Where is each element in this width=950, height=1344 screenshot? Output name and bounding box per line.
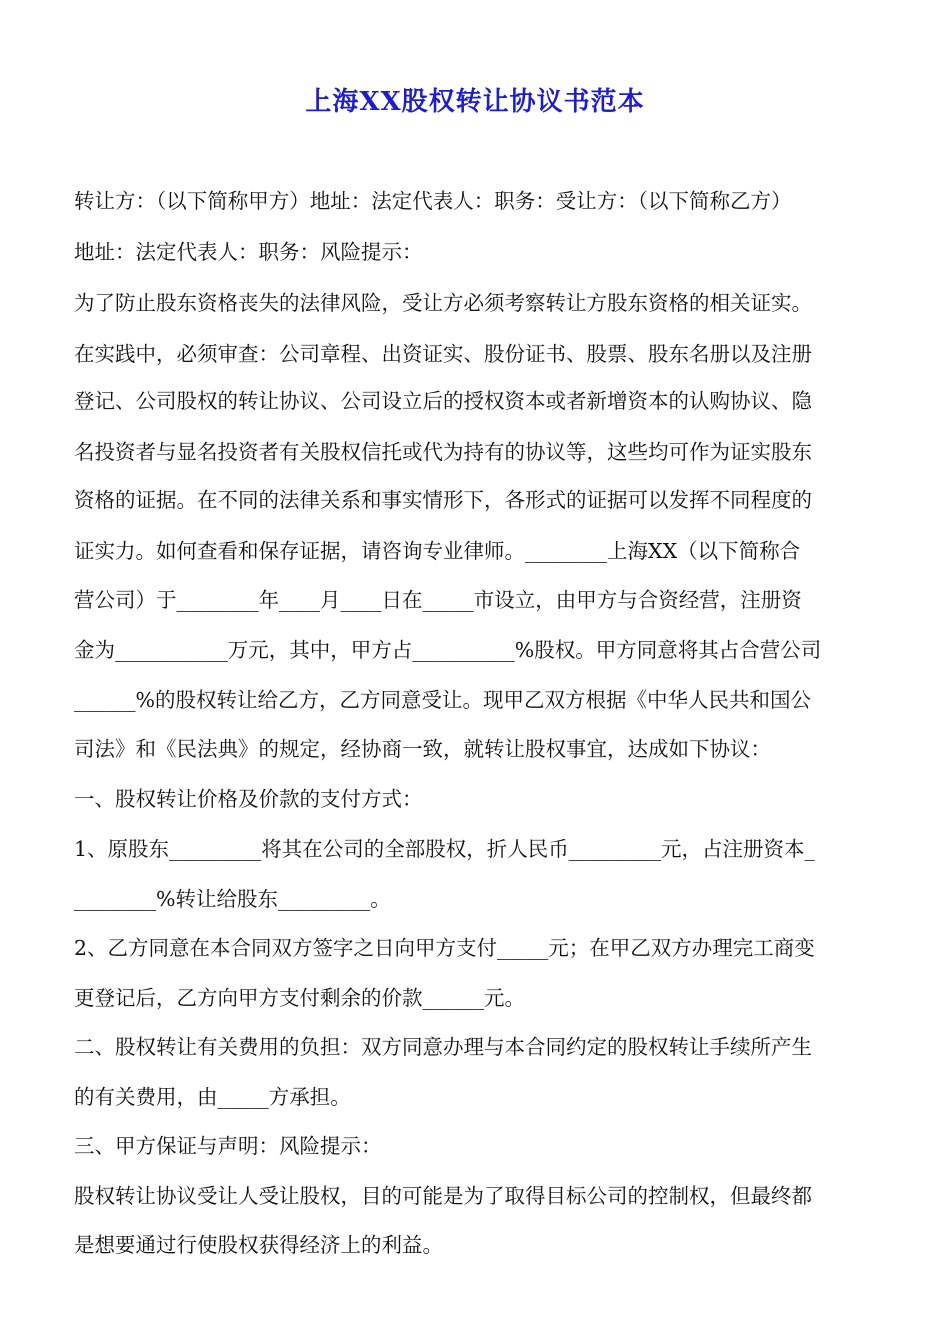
body-line: 2、乙方同意在本合同双方签字之日向甲方支付_____元；在甲乙双方办理完工商变 bbox=[74, 936, 815, 960]
body-line: 转让方：（以下简称甲方）地址：法定代表人：职务：受让方：（以下简称乙方） bbox=[74, 189, 792, 213]
body-line: 名投资者与显名投资者有关股权信托或代为持有的协议等，这些均可作为证实股东 bbox=[74, 440, 812, 464]
body-line: ________%转让给股东_________。 bbox=[74, 887, 391, 911]
body-line: 更登记后，乙方向甲方支付剩余的价款______元。 bbox=[74, 986, 525, 1010]
body-line: 股权转让协议受让人受让股权，目的可能是为了取得目标公司的控制权，但最终都 bbox=[74, 1184, 812, 1208]
body-line: 是想要通过行使股权获得经济上的利益。 bbox=[74, 1233, 443, 1257]
body-line: ______%的股权转让给乙方，乙方同意受让。现甲乙双方根据《中华人民共和国公 bbox=[74, 688, 811, 712]
section-heading: 二、股权转让有关费用的负担：双方同意办理与本合同约定的股权转让手续所产生 bbox=[74, 1035, 812, 1059]
body-line: 司法》和《民法典》的规定，经协商一致，就转让股权事宜，达成如下协议： bbox=[74, 737, 771, 761]
body-line: 的有关费用，由_____方承担。 bbox=[74, 1085, 351, 1109]
body-line: 资格的证据。在不同的法律关系和事实情形下，各形式的证据可以发挥不同程度的 bbox=[74, 488, 812, 512]
section-heading: 一、股权转让价格及价款的支付方式： bbox=[74, 787, 423, 811]
body-line: 登记、公司股权的转让协议、公司设立后的授权资本或者新增资本的认购协议、隐 bbox=[74, 389, 812, 413]
body-line: 金为___________万元，其中，甲方占__________%股权。甲方同意将其占合营公司 bbox=[74, 638, 822, 662]
body-line: 证实力。如何查看和保存证据，请咨询专业律师。________上海XX（以下简称合 bbox=[74, 539, 801, 563]
body-line: 在实践中，必须审查：公司章程、出资证实、股份证书、股票、股东名册以及注册 bbox=[74, 342, 812, 366]
body-line: 营公司）于________年____月____日在_____市设立，由甲方与合资经营，注册资 bbox=[74, 588, 802, 612]
section-heading: 三、甲方保证与声明：风险提示： bbox=[74, 1134, 382, 1158]
body-line: 地址：法定代表人：职务：风险提示： bbox=[74, 240, 423, 264]
document-title: 上海XX股权转让协议书范本 bbox=[305, 87, 645, 117]
body-line: 1、原股东_________将其在公司的全部股权，折人民币_________元，占注册资本_ bbox=[74, 837, 815, 861]
body-line: 为了防止股东资格丧失的法律风险，受让方必须考察转让方股东资格的相关证实。 bbox=[74, 291, 812, 315]
